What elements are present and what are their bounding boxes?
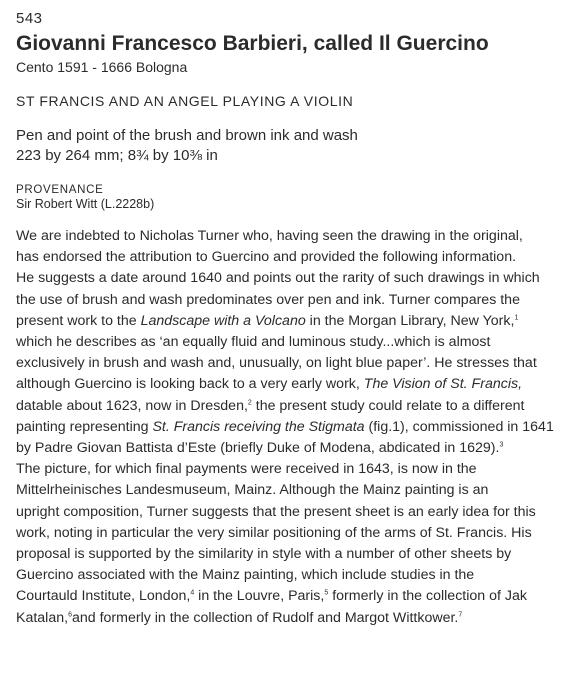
lot-number: 543 [16,10,43,27]
essay-line [16,226,561,247]
essay-line [16,332,561,353]
essay-text: the present study could relate to a different [251,397,525,414]
essay-line [16,565,561,586]
essay-line [16,502,561,523]
essay-line [16,268,561,289]
essay-text: present work to the [16,312,141,329]
work-title: ST FRANCIS AND AN ANGEL PLAYING A VIOLIN [16,93,354,109]
essay-text: Mittelrheinisches Landesmuseum, Mainz. Although the Mainz painting is an [16,482,489,499]
essay-line [16,374,561,395]
essay-line [16,311,561,332]
artist-name: Giovanni Francesco Barbieri, called Il Guercino [16,32,489,55]
artwork-title-ref: The Vision of St. Francis, [363,376,523,393]
essay-text: in the Morgan Library, New York, [305,312,515,329]
work-dimensions: 223 by 264 mm; 8¾ by 10⅜ in [16,147,218,164]
essay-line [16,396,561,417]
essay-text: painting representing [16,418,153,435]
catalogue-essay [16,226,561,629]
essay-line [16,586,561,607]
essay-text: datable about 1623, now in Dresden, [16,397,248,414]
footnote-ref: 3 [499,441,504,449]
essay-text: exclusively in brush and wash and, unusually, on light blue paper’. He stresses that [16,355,537,372]
essay-line [16,247,561,268]
essay-text: the use of brush and wash predominates over pen and ink. Turner compares the [16,291,520,308]
essay-text: has endorsed the attribution to Guercino and provided the following information. [16,249,517,266]
artist-dates: Cento 1591 - 1666 Bologna [16,59,188,75]
essay-text: (fig.1), commissioned in 1641 [364,418,554,435]
footnote-ref: 5 [324,589,329,597]
footnote-ref: 2 [247,398,252,406]
provenance-heading: PROVENANCE [16,184,104,196]
essay-text: The picture, for which final payments were received in 1643, is now in the [16,461,477,478]
footnote-ref: 4 [190,589,195,597]
essay-text: Guercino associated with the Mainz painting, which include studies in the [16,567,475,584]
provenance-text: Sir Robert Witt (L.2228b) [16,197,155,211]
artwork-title-ref: Landscape with a Volcano [140,312,306,329]
artwork-title-ref: St. Francis receiving the Stigmata [152,418,365,435]
essay-line [16,417,561,438]
essay-line [16,459,561,480]
essay-text: upright composition, Turner suggests that the present sheet is an early idea for this [16,503,536,520]
essay-line [16,544,561,565]
footnote-ref: 7 [458,610,463,618]
essay-line [16,290,561,311]
essay-line [16,608,561,629]
essay-text: He suggests a date around 1640 and points out the rarity of such drawings in which [16,270,540,287]
essay-text: We are indebted to Nicholas Turner who, having seen the drawing in the original, [16,228,523,244]
essay-text: Courtauld Institute, London, [16,588,191,605]
essay-text: although Guercino is looking back to a very early work, [16,376,364,393]
essay-text: by Padre Giovan Battista d’Este (briefly Duke of Modena, abdicated in 1629). [16,440,500,457]
essay-text: Katalan, [16,609,69,626]
essay-text: which he describes as ‘an equally fluid and luminous study...which is almost [16,334,491,351]
footnote-ref: 6 [68,610,72,618]
essay-line [16,523,561,544]
essay-text: proposal is supported by the similarity in style with a number of other sheets by [16,546,512,563]
work-medium: Pen and point of the brush and brown ink and wash [16,127,358,144]
essay-line [16,353,561,374]
essay-text: formerly in the collection of Jak [328,588,527,605]
work-details [16,126,561,166]
essay-text: and formerly in the collection of Rudolf and Margot Wittkower. [71,609,459,626]
essay-text: in the Louvre, Paris, [194,588,325,605]
essay-line [16,480,561,501]
footnote-ref: 1 [514,314,519,322]
essay-text: work, noting in particular the very similar positioning of the arms of St. Francis. His [16,524,532,541]
essay-line [16,438,561,459]
